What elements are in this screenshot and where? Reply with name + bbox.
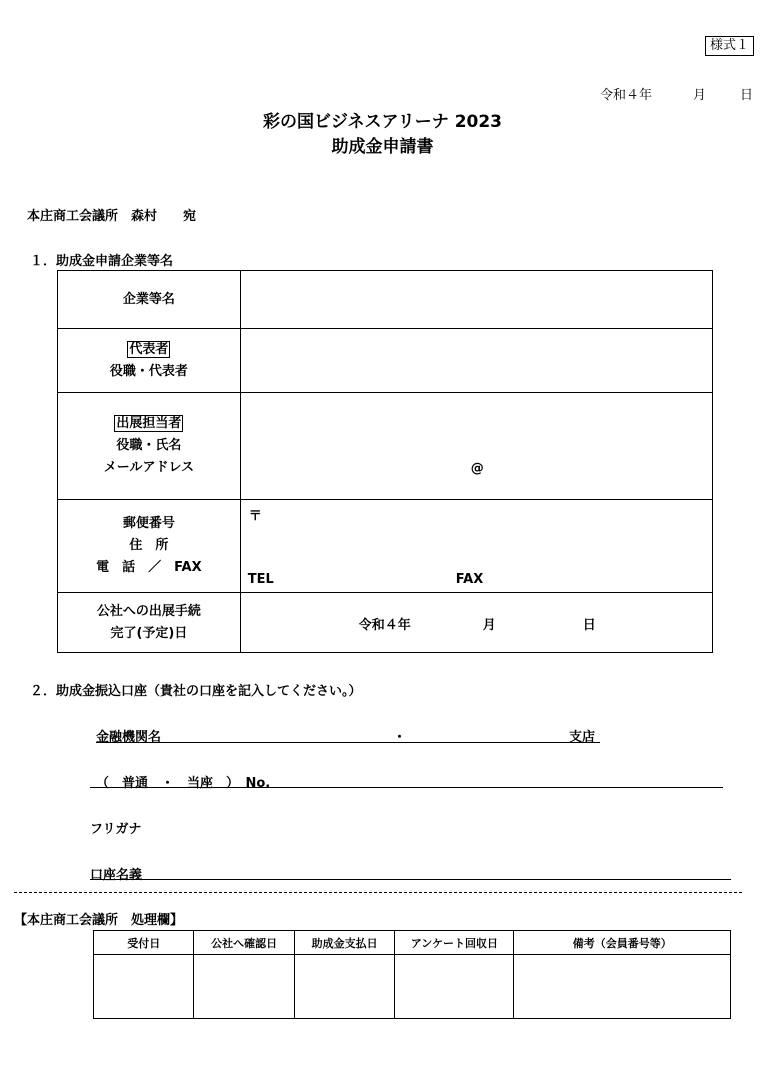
representative-field[interactable] [240, 329, 712, 393]
bank-separator: ・ [393, 730, 407, 745]
confirm-date-cell[interactable] [194, 955, 294, 1019]
representative-row [58, 329, 713, 393]
col-confirm-date: 公社へ確認日 [194, 931, 294, 955]
tel-label: TEL [247, 572, 274, 587]
representative-label [58, 329, 241, 393]
procedure-day: 日 [582, 618, 596, 633]
account-holder-underline[interactable] [90, 879, 731, 880]
cut-line [14, 892, 742, 893]
col-payment-date: 助成金支払日 [294, 931, 394, 955]
postal-mark: 〒 [248, 509, 262, 524]
procedure-date-field[interactable] [240, 593, 712, 653]
page-title: 彩の国ビジネスアリーナ 2023 [262, 112, 503, 132]
office-header-row [94, 931, 731, 955]
remarks-cell[interactable] [514, 955, 731, 1019]
company-row [58, 271, 713, 329]
fax-label: FAX [455, 572, 484, 587]
staff-row [58, 393, 713, 500]
address-label [58, 500, 241, 593]
furigana-label: フリガナ [90, 822, 142, 837]
staff-email-label: メールアドレス [103, 460, 195, 475]
date-month: 月 [693, 88, 707, 103]
account-number-underline[interactable] [90, 787, 723, 788]
bank-underline[interactable] [96, 742, 600, 743]
col-survey-date: アンケート回収日 [395, 931, 514, 955]
branch-label: 支店 [569, 730, 596, 745]
office-heading: 【本庄商工会議所 処理欄】 [14, 913, 184, 928]
office-body-row [94, 955, 731, 1019]
at-mark: @ [470, 461, 484, 476]
procedure-label-line1: 公社への出展手続 [96, 603, 201, 619]
payment-date-cell[interactable] [294, 955, 394, 1019]
applicant-table [57, 270, 713, 653]
postal-label: 郵便番号 [122, 516, 175, 531]
procedure-label [58, 593, 241, 653]
address-row [58, 500, 713, 593]
form-id-badge: 様式１ [705, 36, 754, 56]
procedure-month: 月 [482, 618, 496, 633]
section1-heading: １．助成金申請企業等名 [30, 254, 174, 269]
bank-name-label: 金融機関名 [96, 730, 162, 745]
col-received-date: 受付日 [94, 931, 194, 955]
addressee: 本庄商工会議所 森村 宛 [27, 209, 197, 224]
company-label: 企業等名 [58, 271, 241, 329]
date-day: 日 [740, 88, 754, 103]
procedure-row [58, 593, 713, 653]
account-type-label: （ 普通 ・ 当座 ） No. [96, 776, 271, 791]
page-subtitle: 助成金申請書 [331, 137, 434, 157]
company-field[interactable] [240, 271, 712, 329]
section2-heading: ２．助成金振込口座（貴社の口座を記入してください。） [30, 684, 362, 699]
received-date-cell[interactable] [94, 955, 194, 1019]
staff-title-label: 役職・氏名 [116, 438, 182, 453]
address-field[interactable] [240, 500, 712, 593]
procedure-era: 令和４年 [358, 618, 411, 633]
date-era: 令和４年 [600, 88, 653, 103]
phone-fax-label: 電 話 ／ FAX [96, 560, 202, 575]
procedure-label-line2: 完了(予定)日 [110, 625, 188, 641]
staff-label [58, 393, 241, 500]
staff-field[interactable] [240, 393, 712, 500]
office-processing-table [93, 930, 731, 1019]
staff-box-label: 出展担当者 [116, 416, 182, 431]
address-text-label: 住 所 [129, 538, 169, 553]
account-holder-label: 口座名義 [90, 868, 143, 883]
col-remarks: 備考（会員番号等） [514, 931, 731, 955]
representative-title-label: 役職・代表者 [109, 363, 188, 379]
survey-date-cell[interactable] [395, 955, 514, 1019]
representative-box-label: 代表者 [129, 341, 169, 357]
